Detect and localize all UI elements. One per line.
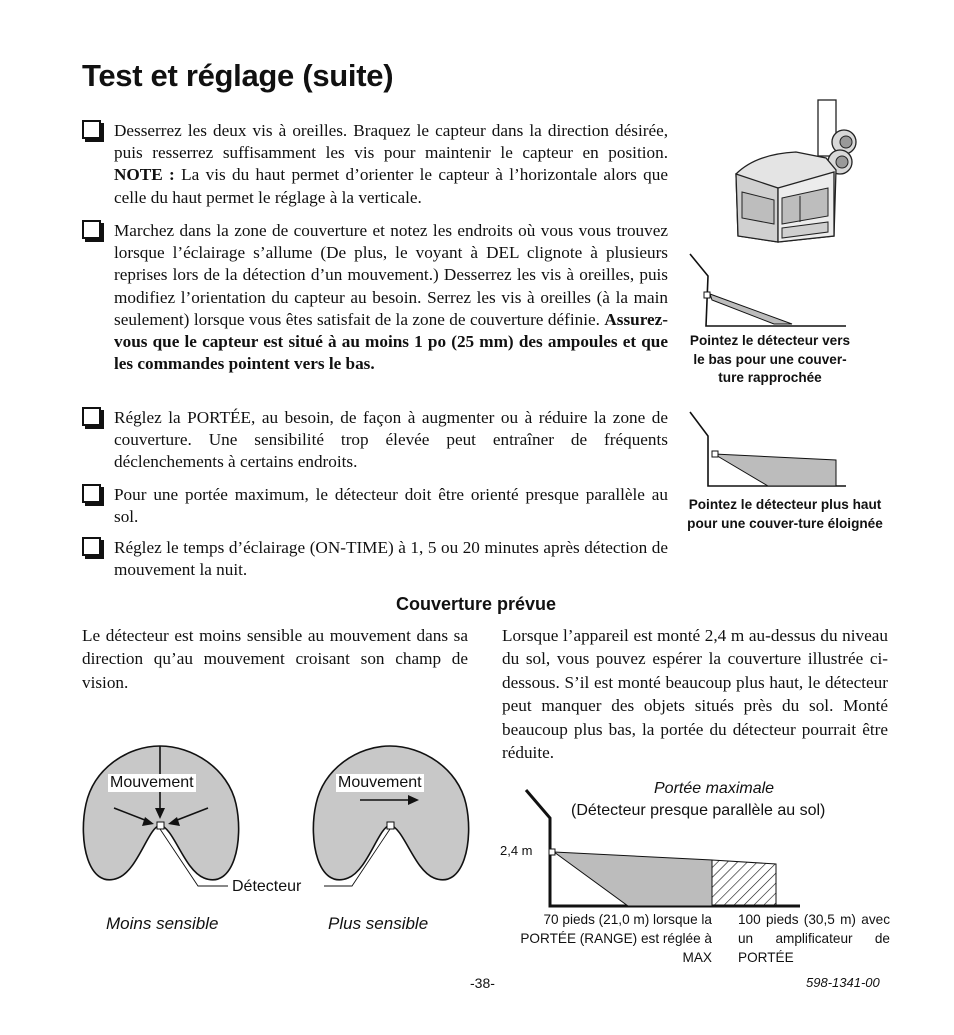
detector-up-diagram (688, 410, 848, 490)
step-1 (82, 120, 668, 209)
range-diagram (524, 788, 804, 908)
checkbox-icon (82, 537, 101, 556)
step-3 (82, 407, 668, 474)
step-1-text-post: La vis du haut permet d’orienter le capteur à l’horizontale alors que celle du haut permet le réglage à la verticale. (114, 165, 668, 207)
more-sensitive-label: Plus sensible (328, 914, 429, 933)
detector-label: Détecteur (232, 878, 302, 895)
caption-down: Pointez le détecteur vers le bas pour une couver-ture rapprochée (689, 333, 851, 385)
range-subtitle: (Détecteur presque parallèle au sol) (571, 802, 826, 819)
movement-label-right: Mouvement (338, 774, 422, 791)
checkbox-icon (82, 484, 101, 503)
step-3-text: Réglez la PORTÉE, au besoin, de façon à augmenter ou à réduire la zone de couverture. Une sensibilité trop élevée peut entraîner de fréquents déclenchements à certains endroits. (114, 408, 668, 472)
step-4 (82, 484, 668, 528)
step-5-text: Réglez le temps d’éclairage (ON-TIME) à 1, 5 ou 20 minutes après détection de mouvement la nuit. (114, 538, 668, 580)
range-title: Portée maximale (654, 780, 775, 797)
movement-label-left: Mouvement (110, 774, 194, 791)
page-title: Test et réglage (suite) (82, 58, 394, 93)
detector-down-diagram (688, 252, 848, 332)
step-4-text: Pour une portée maximum, le détecteur doit être orienté presque parallèle au sol. (114, 485, 668, 527)
checkbox-icon (82, 407, 101, 426)
page-number: -38- (470, 975, 495, 991)
height-label: 2,4 m (500, 843, 533, 858)
coverage-heading: Couverture prévue (396, 594, 557, 614)
caption-up: Pointez le détecteur plus haut pour une couver-ture éloignée (687, 497, 883, 531)
checkbox-icon (82, 220, 101, 239)
checkbox-icon (82, 120, 101, 139)
range-100-label: 100 pieds (30,5 m) avec un amplificateur de PORTÉE (738, 912, 890, 965)
less-sensitive-label: Moins sensible (106, 914, 219, 933)
step-1-text: Desserrez les deux vis à oreilles. Braquez le capteur dans la direction désirée, puis resserrez suffisamment les vis pour maintenir le capteur en position. (114, 121, 668, 163)
sensitivity-diagram (78, 740, 478, 900)
step-5 (82, 537, 668, 581)
document-code: 598-1341-00 (806, 975, 880, 990)
step-2 (82, 220, 668, 375)
coverage-left-paragraph: Le détecteur est moins sensible au mouvement dans sa direction qu’au mouvement croisant son champ de vision. (82, 626, 468, 692)
step-2-text: Marchez dans la zone de couverture et notez les endroits où vous vous trouvez lorsque l’éclairage s’allume (De plus, le voyant à DEL clignote à plusieurs reprises lors de la détection d’un mouvement.) Desserrez les vis à oreilles, puis modifiez l’orientation du capteur au besoin. Serrez les vis à oreilles (à la main seulement) lorsque vous êtes satisfait de la zone de couverture définie. (114, 221, 668, 329)
range-70-label: 70 pieds (21,0 m) lorsque la PORTÉE (RANGE) est réglée à MAX (520, 912, 712, 965)
step-2-bold: Assurez-vous que le capteur est situé à au moins 1 po (25 mm) des ampoules et que les commandes pointent vers le bas. (114, 309, 668, 374)
step-1-bold: NOTE : (114, 165, 175, 185)
coverage-right-paragraph: Lorsque l’appareil est monté 2,4 m au-dessus du niveau du sol, vous pouvez espérer la couverture illustrée ci-dessous. S’il est monté beaucoup plus haut, le détecteur peut manquer des objets situés près du sol. Monté beaucoup plus bas, la portée du détecteur pourrait être réduite. (502, 626, 888, 763)
motion-sensor-illustration (716, 96, 866, 246)
